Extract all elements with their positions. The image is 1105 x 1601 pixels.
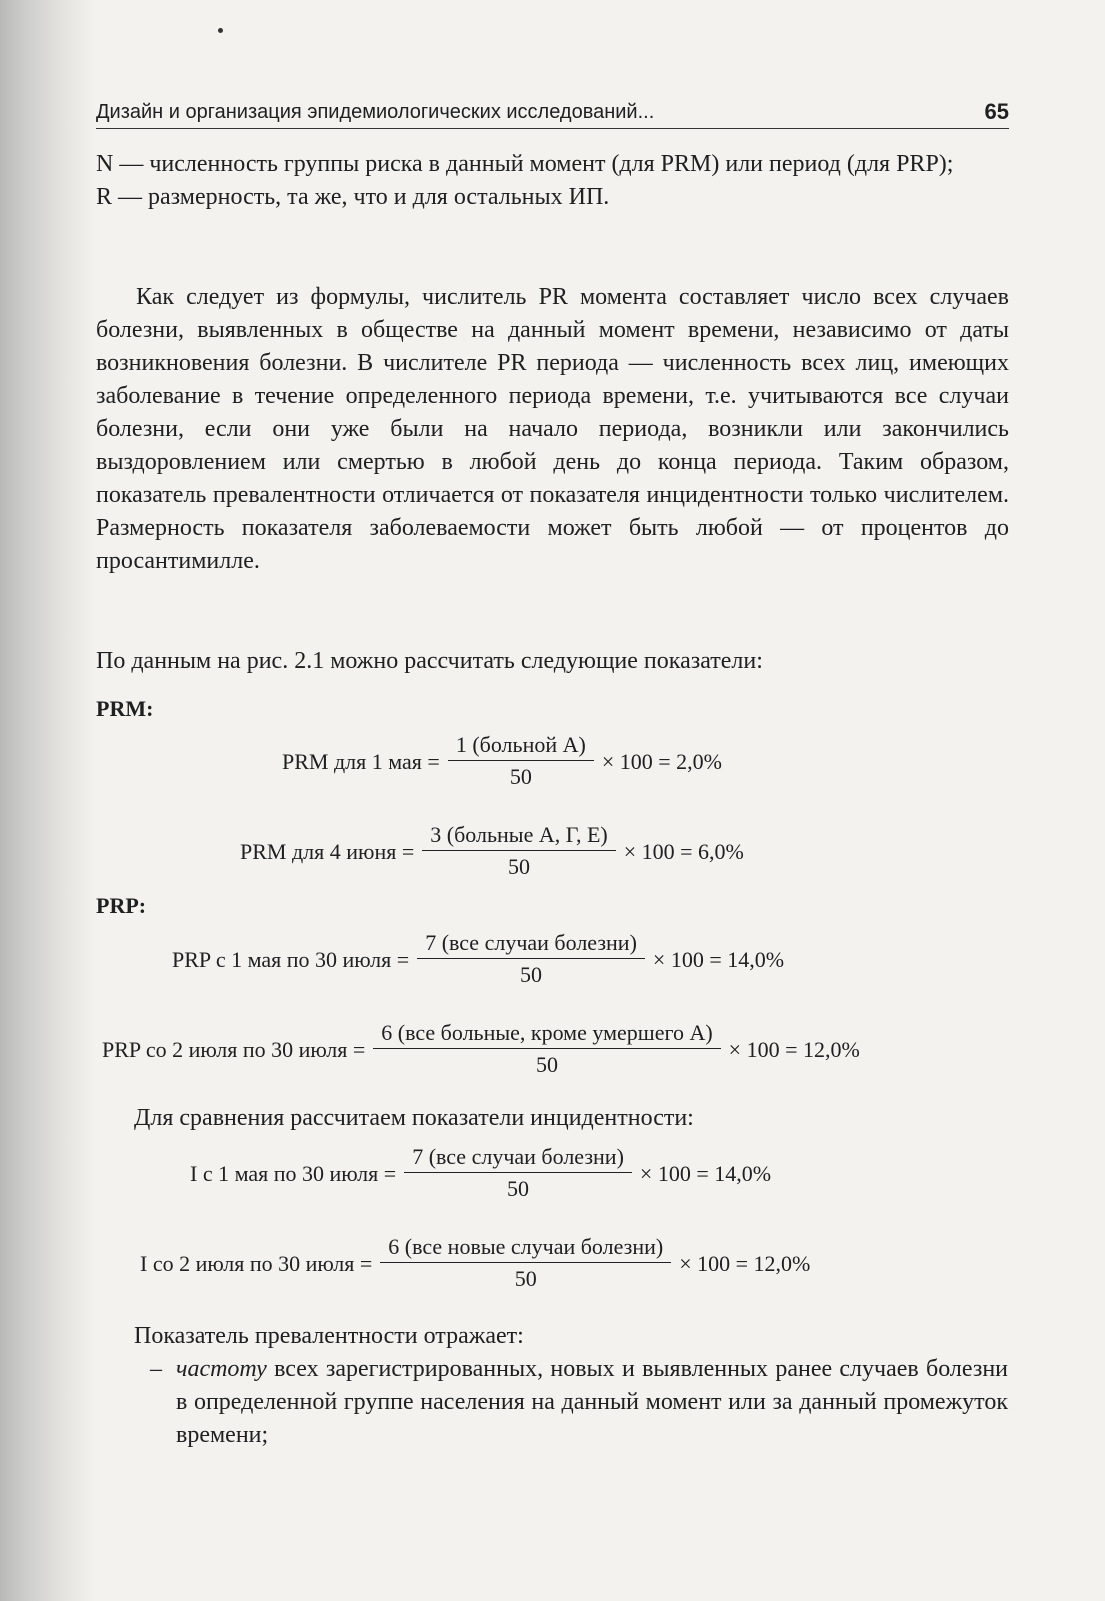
definitions-block [96, 148, 1009, 214]
list-item [150, 1353, 1008, 1452]
fraction-numerator: 6 (все больные, кроме умершего А) [373, 1020, 720, 1049]
formula-rhs: × 100 = 2,0% [601, 748, 722, 774]
definition-r: R — размерность, та же, что и для остальных ИП. [96, 184, 610, 210]
formula-i-july [140, 1234, 810, 1293]
paragraph-prevalence-numerator: Как следует из формулы, числитель PR момента составляет число всех случаев болезни, выявленных в обществе на данный момент времени, независимо от даты возникновения болезни. В числителе PR периода — численность всех лиц, имеющих заболевание в течение определенного периода времени, т.е. учитываются все случаи болезни, если они уже были на начало периода, возникли или закончились выздоровлением или смертью в любой день до конца периода. Таким образом, показатель превалентности отличается от показателя инцидентности только числителем. Размерность показателя заболеваемости может быть любой — от процентов до просантимилле. [96, 284, 1009, 574]
compare-line: Для сравнения рассчитаем показатели инцидентности: [134, 1105, 694, 1131]
formula-lhs: PRM для 1 мая = [282, 748, 440, 774]
fraction-denominator: 50 [520, 962, 543, 987]
intro-line: По данным на рис. 2.1 можно рассчитать следующие показатели: [96, 648, 763, 674]
header-title: Дизайн и организация эпидемиологических исследований... [96, 101, 655, 123]
fraction [417, 930, 645, 989]
list-dash: – [150, 1356, 162, 1382]
fraction-denominator: 50 [514, 1266, 537, 1291]
formula-prm-may1 [282, 732, 722, 791]
list-item-body [176, 1353, 1008, 1452]
page-edge-shadow [0, 0, 95, 1601]
fraction [373, 1020, 720, 1079]
fraction [422, 822, 615, 881]
page-number: 65 [984, 99, 1009, 124]
definition-n: N — численность группы риска в данный момент (для PRM) или период (для PRP); [96, 151, 954, 177]
formula-rhs: × 100 = 14,0% [639, 1160, 772, 1186]
running-header [96, 98, 1009, 129]
formula-lhs: PRP с 1 мая по 30 июля = [172, 946, 410, 972]
fraction-numerator: 7 (все случаи болезни) [404, 1144, 632, 1173]
scan-dot [218, 28, 223, 33]
fraction [404, 1144, 632, 1203]
fraction-denominator: 50 [508, 854, 530, 879]
fraction-denominator: 50 [509, 764, 532, 789]
fraction-numerator: 3 (больные А, Г, Е) [422, 822, 615, 851]
fraction-numerator: 7 (все случаи болезни) [417, 930, 645, 959]
formula-prp-may-july [172, 930, 784, 989]
reflects-line: Показатель превалентности отражает: [134, 1323, 524, 1349]
fraction-numerator: 6 (все новые случаи болезни) [380, 1234, 671, 1263]
fraction-denominator: 50 [535, 1052, 558, 1077]
fraction [448, 732, 594, 791]
formula-rhs: × 100 = 6,0% [623, 838, 744, 864]
fraction-numerator: 1 (больной А) [448, 732, 594, 761]
formula-rhs: × 100 = 12,0% [679, 1250, 811, 1276]
formula-rhs: × 100 = 12,0% [728, 1036, 860, 1062]
fraction-denominator: 50 [507, 1176, 530, 1201]
formula-lhs: PRP со 2 июля по 30 июля = [102, 1036, 366, 1062]
formula-lhs: I со 2 июля по 30 июля = [140, 1250, 373, 1276]
formula-prp-july [102, 1020, 860, 1079]
fraction [380, 1234, 671, 1293]
formula-prm-june4 [240, 822, 744, 881]
formula-rhs: × 100 = 14,0% [652, 946, 785, 972]
formula-lhs: PRM для 4 июня = [240, 838, 415, 864]
list-item-text: всех зарегистрированных, новых и выявленных ранее случаев болезни в определенной группе населения на данный момент или за данный промежуток времени; [176, 1356, 1008, 1448]
prm-label: PRM: [96, 696, 154, 721]
formula-i-may-july [190, 1144, 771, 1203]
emphasis-word: частоту [176, 1356, 267, 1382]
formula-lhs: I с 1 мая по 30 июля = [190, 1160, 397, 1186]
prp-label: PRP: [96, 893, 147, 918]
